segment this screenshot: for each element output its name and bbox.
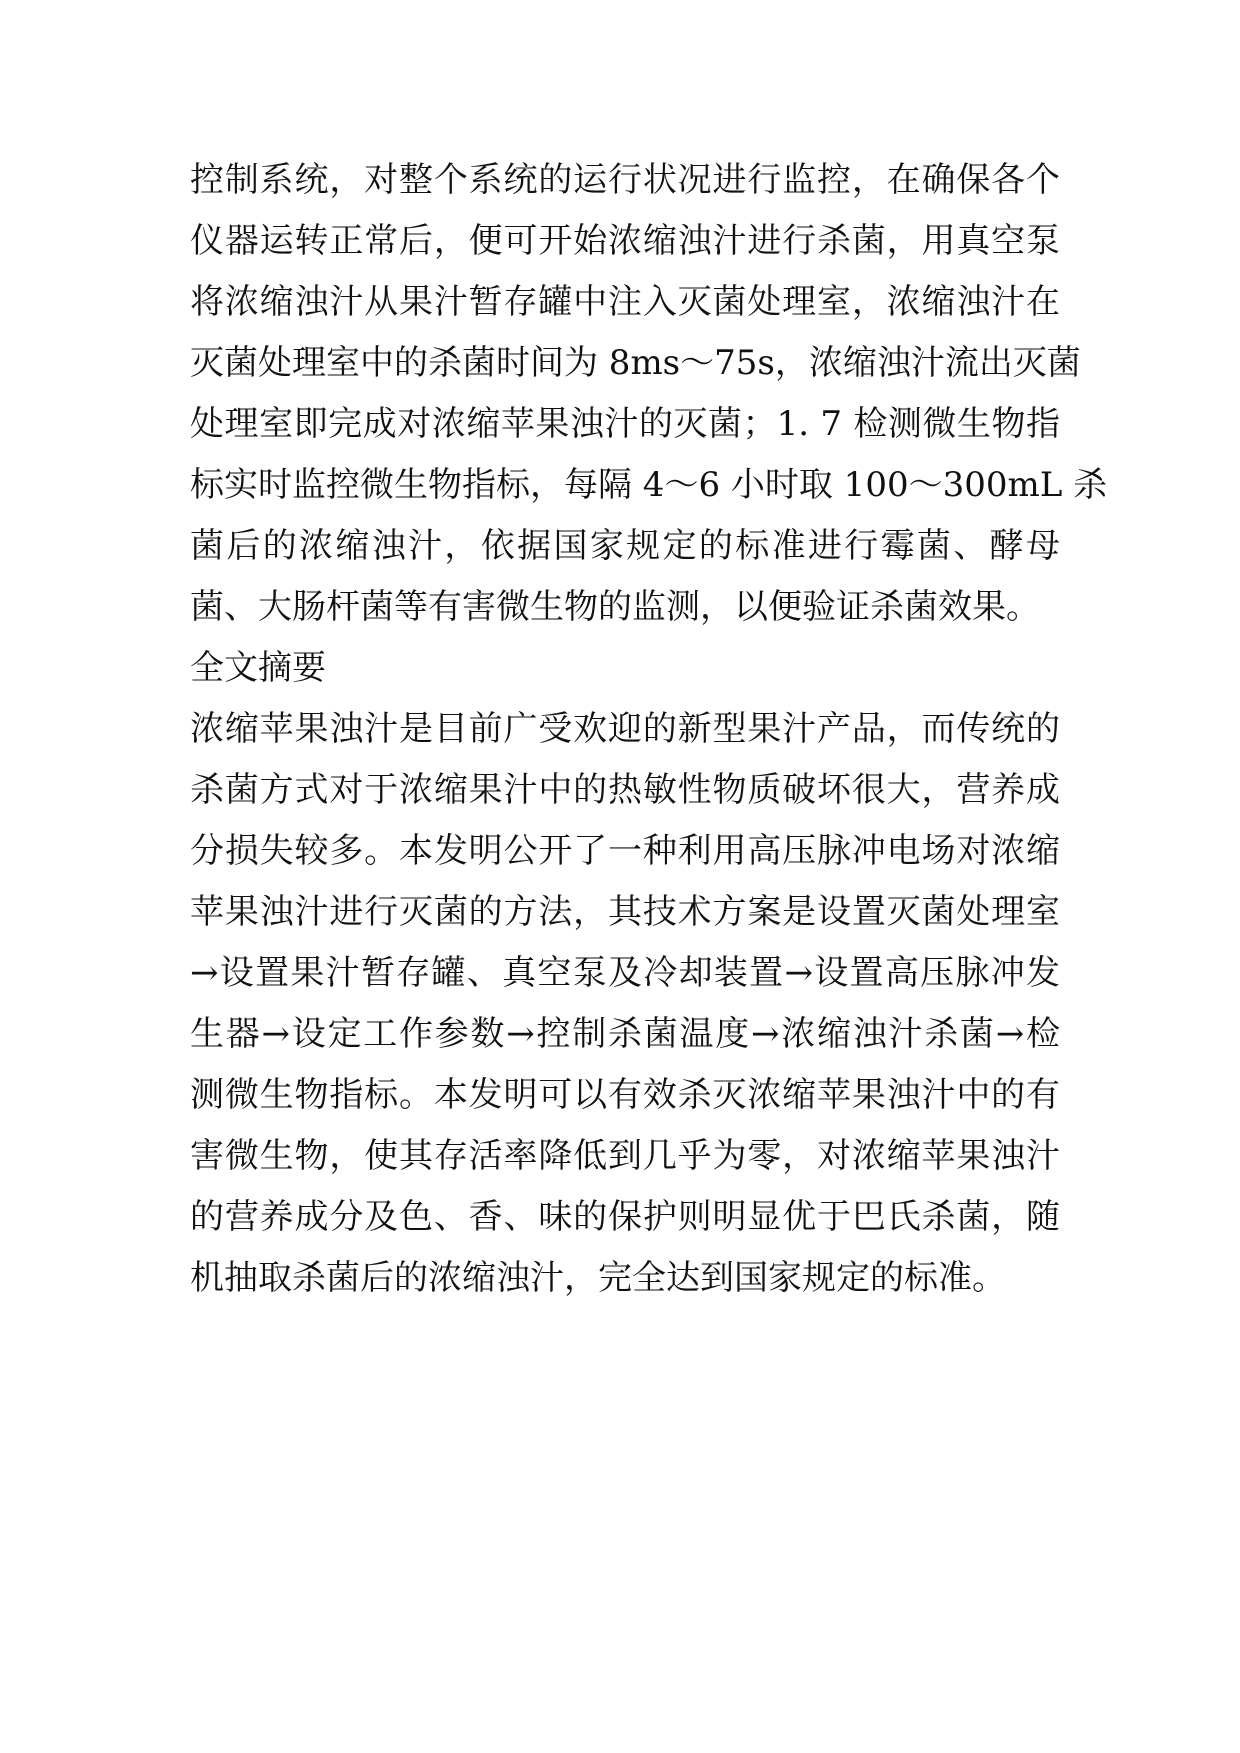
text-line: 杀菌方式对于浓缩果汁中的热敏性物质破坏很大，营养成 <box>190 770 1060 810</box>
text-line: 害微生物，使其存活率降低到几乎为零，对浓缩苹果浊汁 <box>190 1136 1060 1176</box>
text-line: 菌后的浓缩浊汁，依据国家规定的标准进行霉菌、酵母 <box>190 526 1060 566</box>
text-line: 分损失较多。本发明公开了一种利用高压脉冲电场对浓缩 <box>190 831 1060 871</box>
continued-paragraph <box>190 150 1108 638</box>
text-line: 灭菌处理室中的杀菌时间为 8ms～75s，浓缩浊汁流出灭菌 <box>190 343 1081 383</box>
abstract-heading-paragraph <box>190 638 1060 699</box>
text-line: 浓缩苹果浊汁是目前广受欢迎的新型果汁产品，而传统的 <box>190 709 1060 749</box>
abstract-heading: 全文摘要 <box>190 648 326 688</box>
text-line: 机抽取杀菌后的浓缩浊汁，完全达到国家规定的标准。 <box>190 1258 1006 1298</box>
document-body <box>190 150 1108 1309</box>
text-line: 将浓缩浊汁从果汁暂存罐中注入灭菌处理室，浓缩浊汁在 <box>190 282 1060 322</box>
text-line: 仪器运转正常后，便可开始浓缩浊汁进行杀菌，用真空泵 <box>190 221 1060 261</box>
text-line: 标实时监控微生物指标，每隔 4～6 小时取 100～300mL 杀 <box>190 465 1108 505</box>
text-line: 苹果浊汁进行灭菌的方法，其技术方案是设置灭菌处理室 <box>190 892 1060 932</box>
text-line: 的营养成分及色、香、味的保护则明显优于巴氏杀菌，随 <box>190 1197 1060 1237</box>
text-line: 处理室即完成对浓缩苹果浊汁的灭菌；1. 7 检测微生物指 <box>190 404 1060 444</box>
abstract-paragraph <box>190 699 1060 1309</box>
text-line: 菌、大肠杆菌等有害微生物的监测，以便验证杀菌效果。 <box>190 587 1040 627</box>
text-line: 测微生物指标。本发明可以有效杀灭浓缩苹果浊汁中的有 <box>190 1075 1060 1115</box>
text-line: →设置果汁暂存罐、真空泵及冷却装置→设置高压脉冲发 <box>190 953 1060 993</box>
text-line: 控制系统，对整个系统的运行状况进行监控，在确保各个 <box>190 160 1060 200</box>
text-line: 生器→设定工作参数→控制杀菌温度→浓缩浊汁杀菌→检 <box>190 1014 1060 1054</box>
